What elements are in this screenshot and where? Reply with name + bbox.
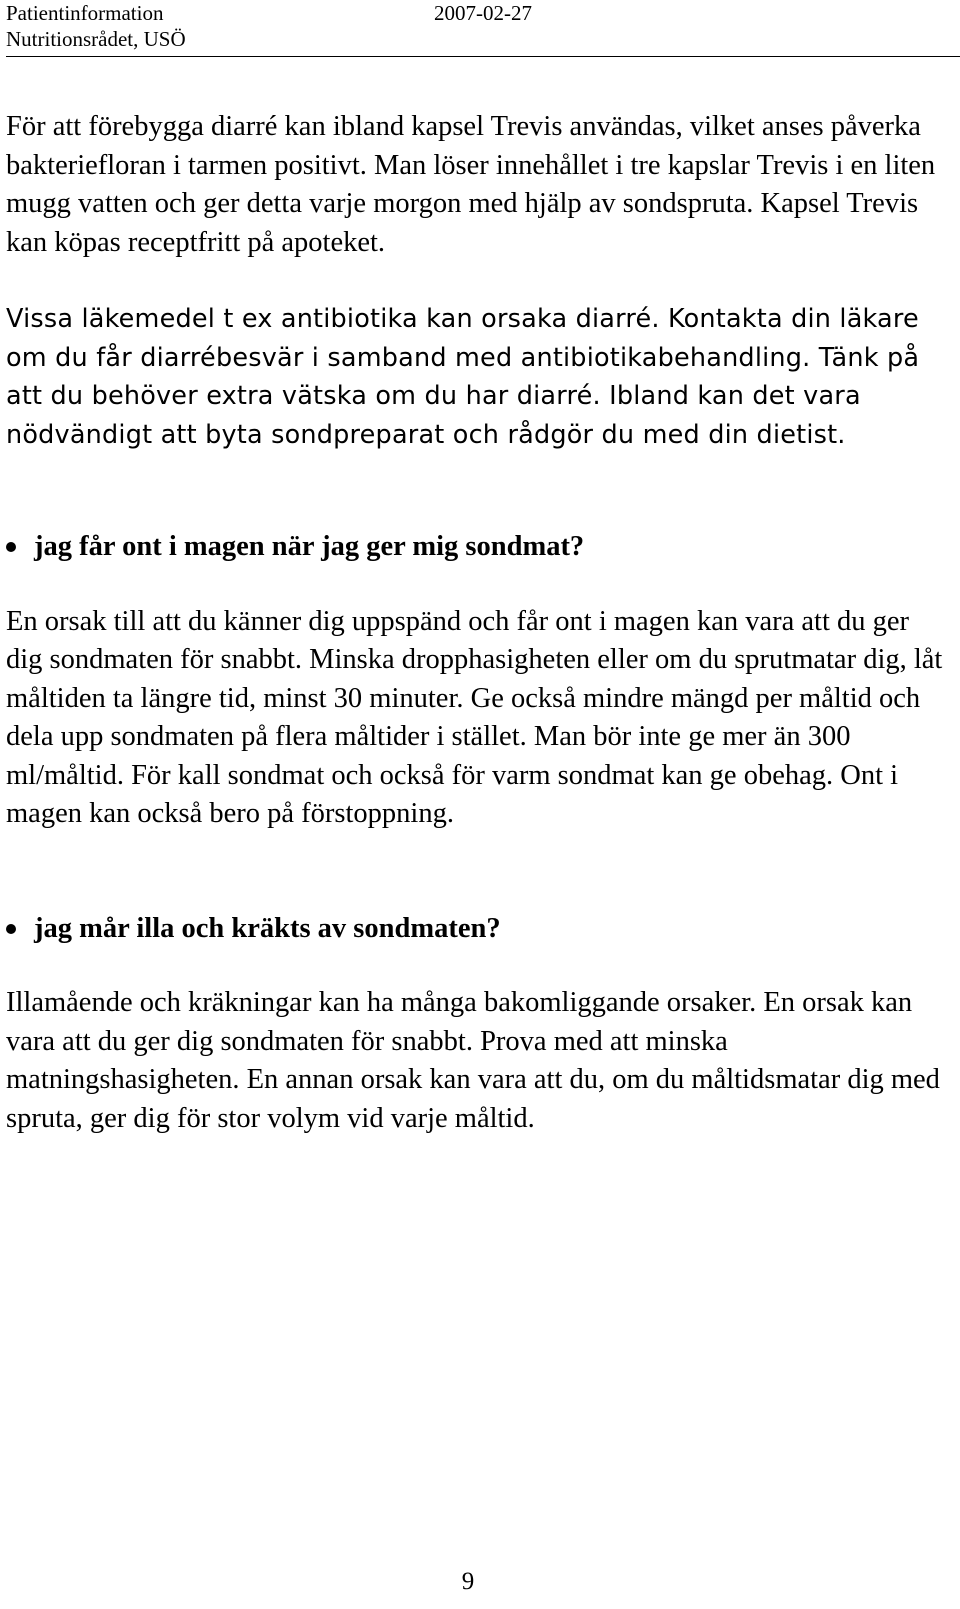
header-date: 2007-02-27: [434, 1, 532, 25]
header-row-top: [6, 0, 960, 26]
page-header: [6, 0, 960, 57]
document-body: [6, 108, 946, 1138]
bullet-icon: [6, 542, 16, 552]
page-number: 9: [461, 1568, 475, 1595]
header-row-bottom: [6, 26, 960, 52]
paragraph-antibiotics: Vissa läkemedel t ex antibiotika kan orsaka diarré. Kontakta din läkare om du får diarrébesvär i samband med antibiotikabehandling. Tänk på att du behöver extra vätska om du har diarré. Ibland kan det vara nödvändigt att byta sondpreparat och rådgör du med din dietist.: [6, 304, 920, 450]
paragraph-nausea: Illamående och kräkningar kan ha många bakomliggande orsaker. En orsak kan vara att du ger dig sondmaten för snabbt. Prova med att minska matningshasigheten. En annan orsak kan vara att du, om du måltidsmatar dig med spruta, ger dig för stor volym vid varje måltid.: [6, 987, 940, 1134]
paragraph-trevis: För att förebygga diarré kan ibland kapsel Trevis användas, vilket anses påverka bakteriefloran i tarmen positivt. Man löser innehållet i tre kapslar Trevis i en liten mugg vatten och ger detta varje morgon med hjälp av sondspruta. Kapsel Trevis kan köpas receptfritt på apoteket.: [6, 111, 936, 258]
section-heading-stomach-pain-text: jag får ont i magen när jag ger mig sondmat?: [34, 531, 585, 562]
paragraph-stomach-pain: En orsak till att du känner dig uppspänd och får ont i magen kan vara att du ger dig sondmaten för snabbt. Minska dropphasigheten eller om du sprutmatar dig, låt måltiden ta längre tid, minst 30 minuter. Ge också mindre mängd per måltid och dela upp sondmaten på flera måltider i stället. Man bör inte ge mer än 300 ml/måltid. För kall sondmat och också för varm sondmat kan ge obehag. Ont i magen kan också bero på förstoppning.: [6, 605, 943, 829]
bullet-icon: [6, 924, 16, 934]
section-heading-nausea: [6, 910, 946, 949]
section-heading-stomach-pain: [6, 528, 946, 567]
header-organization: Nutritionsrådet, USÖ: [6, 27, 186, 51]
header-document-type: Patientinformation: [6, 1, 164, 25]
section-heading-nausea-text: jag mår illa och kräkts av sondmaten?: [34, 912, 501, 944]
